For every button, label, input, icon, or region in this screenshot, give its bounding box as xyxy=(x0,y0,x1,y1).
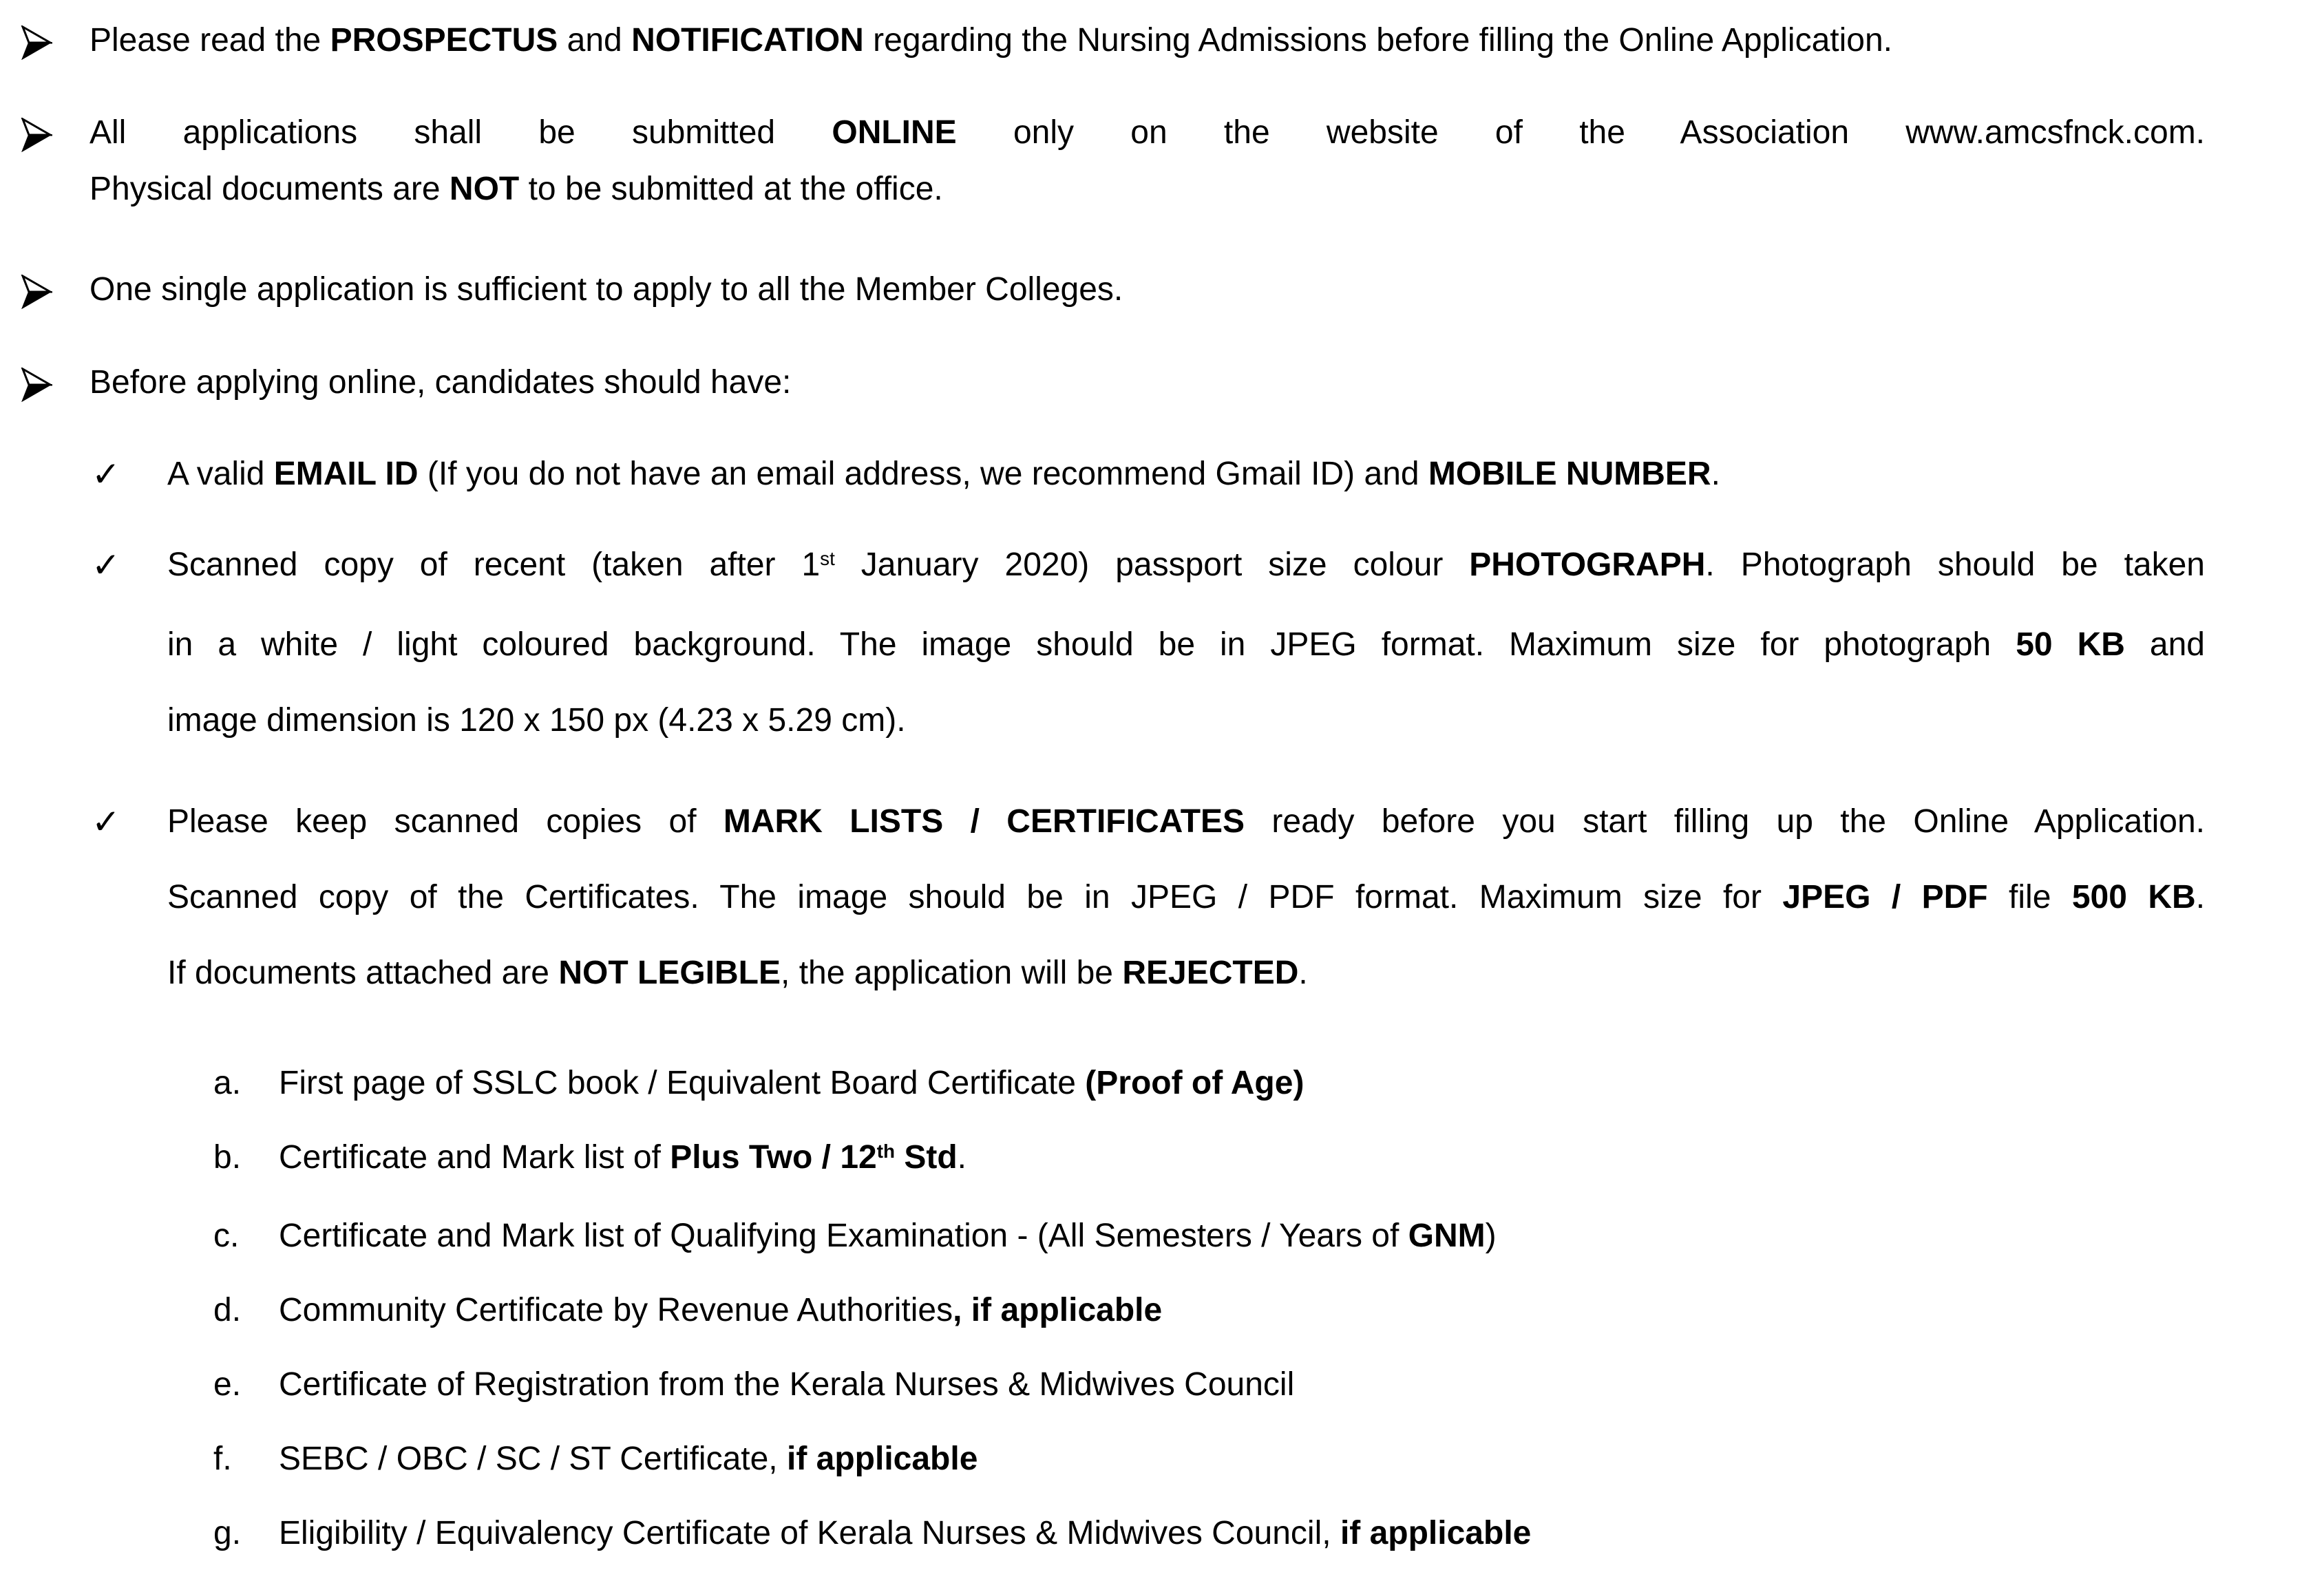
text-segment: January 2020) passport size colour xyxy=(834,547,1470,583)
text-segment: regarding the Nursing Admissions before filling the Online Application. xyxy=(863,22,1892,59)
text-segment: , the application will be xyxy=(781,955,1123,991)
arrow-bullet-icon xyxy=(21,252,69,328)
letter-marker: c. xyxy=(213,1218,240,1254)
text-segment: A valid xyxy=(167,456,274,492)
list-item xyxy=(0,345,2205,421)
text-segment: Please keep scanned copies of xyxy=(167,803,723,840)
letter-marker: g. xyxy=(213,1515,242,1551)
text-line xyxy=(89,252,2205,328)
list-item xyxy=(0,252,2205,328)
text-line xyxy=(279,1421,2205,1497)
text-segment: If documents attached are xyxy=(167,955,559,991)
text-segment: ONLINE xyxy=(832,114,957,151)
text-segment: First page of SSLC book / Equivalent Board Certificate xyxy=(279,1065,1086,1101)
letter-marker: e. xyxy=(213,1366,242,1403)
text-segment: Scanned copy of recent (taken after 1 xyxy=(167,547,821,583)
text-segment: Certificate and Mark list of Qualifying Examination - (All Semesters / Years of xyxy=(279,1218,1408,1254)
list-item xyxy=(0,784,2205,1011)
arrow-bullet-icon xyxy=(21,95,69,171)
text-segment: Std xyxy=(894,1139,958,1176)
text-segment: th xyxy=(876,1140,895,1162)
text-segment: Physical documents are xyxy=(89,171,450,207)
text-segment: One single application is sufficient to apply to all the Member Colleges. xyxy=(89,271,1123,308)
text-segment: PROSPECTUS xyxy=(330,22,558,59)
text-segment: ) xyxy=(1485,1218,1497,1254)
text-segment: if applicable xyxy=(1340,1515,1532,1551)
text-segment: , if applicable xyxy=(953,1292,1163,1328)
list-item xyxy=(0,436,2205,512)
check-bullet-icon: ✓ xyxy=(92,802,120,842)
list-item xyxy=(0,1120,2205,1200)
text-segment: and xyxy=(558,22,632,59)
text-segment: to be submitted at the office. xyxy=(519,171,943,207)
text-segment: Eligibility / Equivalency Certificate of Kerala Nurses & Midwives Council, xyxy=(279,1515,1340,1551)
letter-marker: b. xyxy=(213,1139,242,1176)
arrow-bullet-icon xyxy=(21,3,69,78)
list-item xyxy=(0,1496,2205,1570)
text-line xyxy=(279,1273,2205,1348)
text-segment: . xyxy=(1298,955,1308,991)
text-segment: and xyxy=(2124,626,2206,663)
text-segment: SEBC / OBC / SC / ST Certificate, xyxy=(279,1441,787,1477)
text-line xyxy=(167,527,2205,607)
text-segment: GNM xyxy=(1408,1218,1486,1254)
list-item xyxy=(0,1198,2205,1274)
text-segment: image dimension is 120 x 150 px (4.23 x 5.29 cm). xyxy=(167,702,906,739)
text-line xyxy=(279,1046,2205,1121)
text-line xyxy=(279,1120,2205,1200)
text-segment: NOT xyxy=(449,171,520,207)
text-line xyxy=(89,3,2205,78)
text-segment: Certificate and Mark list of xyxy=(279,1139,670,1176)
list-item xyxy=(0,95,2205,227)
text-segment: Community Certificate by Revenue Authorities xyxy=(279,1292,953,1328)
document-body xyxy=(0,3,2205,1570)
text-segment: . Photograph should be taken xyxy=(1705,547,2205,583)
text-segment: Please read the xyxy=(89,22,330,59)
text-segment: in a white / light coloured background. The image should be in JPEG format. Maximum size for photograph xyxy=(167,626,2016,663)
text-line xyxy=(279,1496,2205,1570)
text-line xyxy=(89,345,2205,421)
text-line xyxy=(167,935,2205,1011)
text-line xyxy=(167,436,2205,512)
text-line xyxy=(167,607,2205,683)
text-segment: . xyxy=(1711,456,1720,492)
text-segment: PHOTOGRAPH xyxy=(1469,547,1706,583)
text-segment: 50 KB xyxy=(2016,626,2125,663)
text-segment: ready before you start filling up the Online Application. xyxy=(1245,803,2205,840)
list-item xyxy=(0,1273,2205,1348)
text-segment: Certificate of Registration from the Kerala Nurses & Midwives Council xyxy=(279,1366,1295,1403)
text-segment: NOT LEGIBLE xyxy=(558,955,781,991)
text-segment: if applicable xyxy=(786,1441,978,1477)
text-line xyxy=(167,860,2205,935)
text-segment: MARK LISTS / CERTIFICATES xyxy=(723,803,1245,840)
list-item xyxy=(0,527,2205,759)
arrow-bullet-icon xyxy=(21,345,69,421)
text-segment: . xyxy=(957,1139,966,1176)
text-segment: All applications shall be submitted xyxy=(89,114,832,151)
letter-marker: f. xyxy=(213,1441,232,1477)
list-item xyxy=(0,1046,2205,1121)
text-segment: only on the website of the Association www.amcsfnck.com. xyxy=(956,114,2206,151)
text-segment: st xyxy=(820,547,835,569)
text-segment: 500 KB xyxy=(2071,879,2196,915)
list-item xyxy=(0,1347,2205,1423)
list-item xyxy=(0,3,2205,78)
text-segment: Plus Two / 12 xyxy=(670,1139,877,1176)
text-segment: (Proof of Age) xyxy=(1085,1065,1304,1101)
text-line xyxy=(279,1347,2205,1423)
text-segment: MOBILE NUMBER xyxy=(1428,456,1711,492)
list-item xyxy=(0,1421,2205,1497)
text-line xyxy=(167,683,2205,759)
text-segment: file xyxy=(1987,879,2072,915)
letter-marker: d. xyxy=(213,1292,242,1328)
check-bullet-icon: ✓ xyxy=(92,545,120,585)
text-segment: JPEG / PDF xyxy=(1782,879,1988,915)
text-segment: REJECTED xyxy=(1122,955,1299,991)
text-segment: Before applying online, candidates should have: xyxy=(89,364,792,401)
letter-marker: a. xyxy=(213,1065,242,1101)
text-segment: Scanned copy of the Certificates. The image should be in JPEG / PDF format. Maximum size for xyxy=(167,879,1783,915)
text-segment: (If you do not have an email address, we recommend Gmail ID) and xyxy=(418,456,1428,492)
text-line xyxy=(167,784,2205,860)
text-segment: NOTIFICATION xyxy=(631,22,864,59)
text-line xyxy=(279,1198,2205,1274)
text-segment: EMAIL ID xyxy=(273,456,419,492)
text-segment: . xyxy=(2195,879,2206,915)
check-bullet-icon: ✓ xyxy=(92,454,120,494)
